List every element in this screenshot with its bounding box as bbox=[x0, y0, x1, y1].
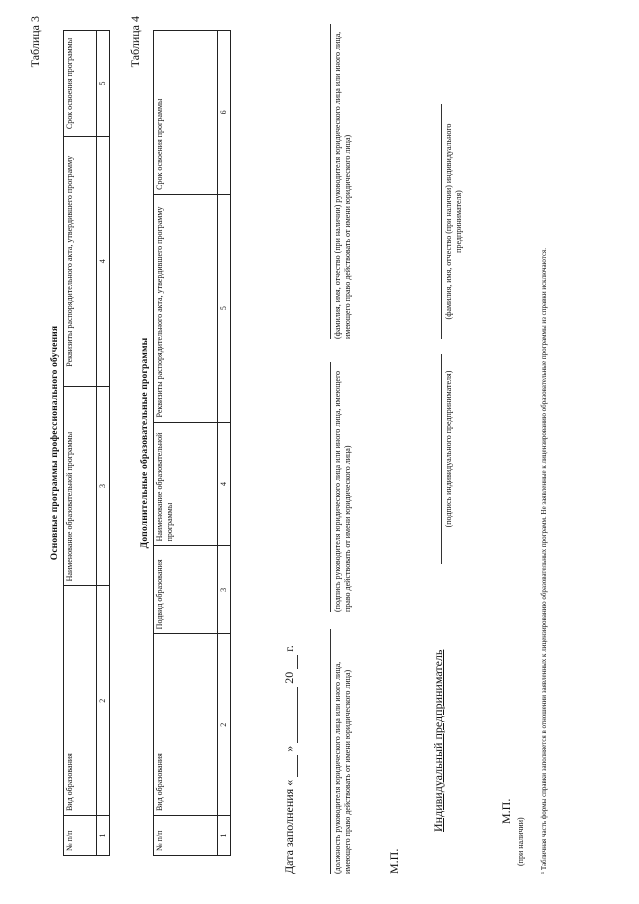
table3-number-cell: 5 bbox=[97, 31, 110, 137]
table4-title: Дополнительные образовательные программы bbox=[140, 337, 150, 549]
table4-header-cell: Реквизиты распорядительного акта, утвердившего программу bbox=[154, 194, 218, 422]
table4-header-cell: Срок освоения программы bbox=[154, 31, 218, 195]
table4-number-cell: 1 bbox=[218, 816, 231, 856]
date-year-prefix: 20 bbox=[282, 671, 296, 684]
table4-header-cell: № п/п bbox=[154, 816, 218, 856]
table3-number-cell: 4 bbox=[97, 136, 110, 386]
table4-label: Таблица 4 bbox=[128, 16, 142, 68]
table4-header-cell: Наименование образовательной программы bbox=[154, 422, 218, 546]
table4-number-row bbox=[218, 31, 231, 856]
position-caption: (должность руководителя юридического лица или иного лица, имеющего право действовать от имени юридического лица) bbox=[333, 661, 352, 874]
table3-header-cell: Срок освоения программы bbox=[64, 31, 97, 137]
table3-header-cell: Реквизиты распорядительного акта, утвердившего программу bbox=[64, 136, 97, 386]
table4-number-cell: 6 bbox=[218, 31, 231, 195]
ip-heading: Индивидуальный предприниматель bbox=[431, 649, 445, 832]
table3-label: Таблица 3 bbox=[28, 16, 42, 68]
date-line bbox=[283, 645, 298, 874]
table4-header-cell: Подвид образования bbox=[154, 546, 218, 634]
ip-stamp-place-label: М.П. bbox=[499, 798, 513, 824]
date-year-suffix: г. bbox=[282, 645, 296, 652]
date-year-blank bbox=[283, 655, 298, 669]
table4-header-cell: Вид образования bbox=[154, 634, 218, 816]
ip-signature-line bbox=[441, 354, 442, 564]
table4-number-cell: 2 bbox=[218, 634, 231, 816]
footnote: ¹ Табличная часть формы справки заполняется в отношении заявленных к лицензированию образовательных программ. Не заявленные к лицензированию образовательные программы из справки исключаются. bbox=[540, 247, 548, 874]
table3-number-cell: 3 bbox=[97, 386, 110, 586]
date-mid: » bbox=[282, 745, 296, 752]
table3-number-cell: 1 bbox=[97, 816, 110, 856]
date-prefix: Дата заполнения « bbox=[282, 779, 296, 874]
table4-number-cell: 4 bbox=[218, 422, 231, 546]
table3-number-cell: 2 bbox=[97, 586, 110, 816]
signature-caption: (подпись руководителя юридического лица или иного лица, имеющего право действовать от имени юридического лица) bbox=[333, 370, 352, 612]
table3-header-cell: Наименование образовательной программы bbox=[64, 386, 97, 586]
table3 bbox=[63, 30, 110, 856]
table4-number-cell: 3 bbox=[218, 546, 231, 634]
signature-line bbox=[330, 362, 331, 612]
name-caption: (фамилия, имя, отчество (при наличии) руководителя юридического лица или иного лица, имеющего право действовать от имени юридического лица) bbox=[333, 31, 352, 339]
date-month-blank bbox=[283, 687, 298, 743]
table4-number-cell: 5 bbox=[218, 194, 231, 422]
position-line bbox=[330, 629, 331, 874]
table3-title: Основные программы профессионального обучения bbox=[50, 325, 60, 561]
table4 bbox=[153, 30, 231, 856]
stamp-place-label: М.П. bbox=[387, 848, 401, 874]
ip-name-caption: (фамилия, имя, отчество (при наличии) индивидуального предпринимателя) bbox=[444, 123, 463, 320]
ip-stamp-note: (при наличии) bbox=[516, 817, 525, 866]
name-line bbox=[330, 24, 331, 339]
ip-name-line bbox=[441, 104, 442, 339]
table3-header-cell: Вид образования bbox=[64, 586, 97, 816]
table3-number-row bbox=[97, 31, 110, 856]
ip-signature-caption: (подпись индивидуального предпринимателя) bbox=[444, 370, 453, 528]
table4-header-row bbox=[154, 31, 218, 856]
table3-header-cell: № п/п bbox=[64, 816, 97, 856]
date-day-blank bbox=[283, 755, 298, 777]
table3-header-row bbox=[64, 31, 97, 856]
